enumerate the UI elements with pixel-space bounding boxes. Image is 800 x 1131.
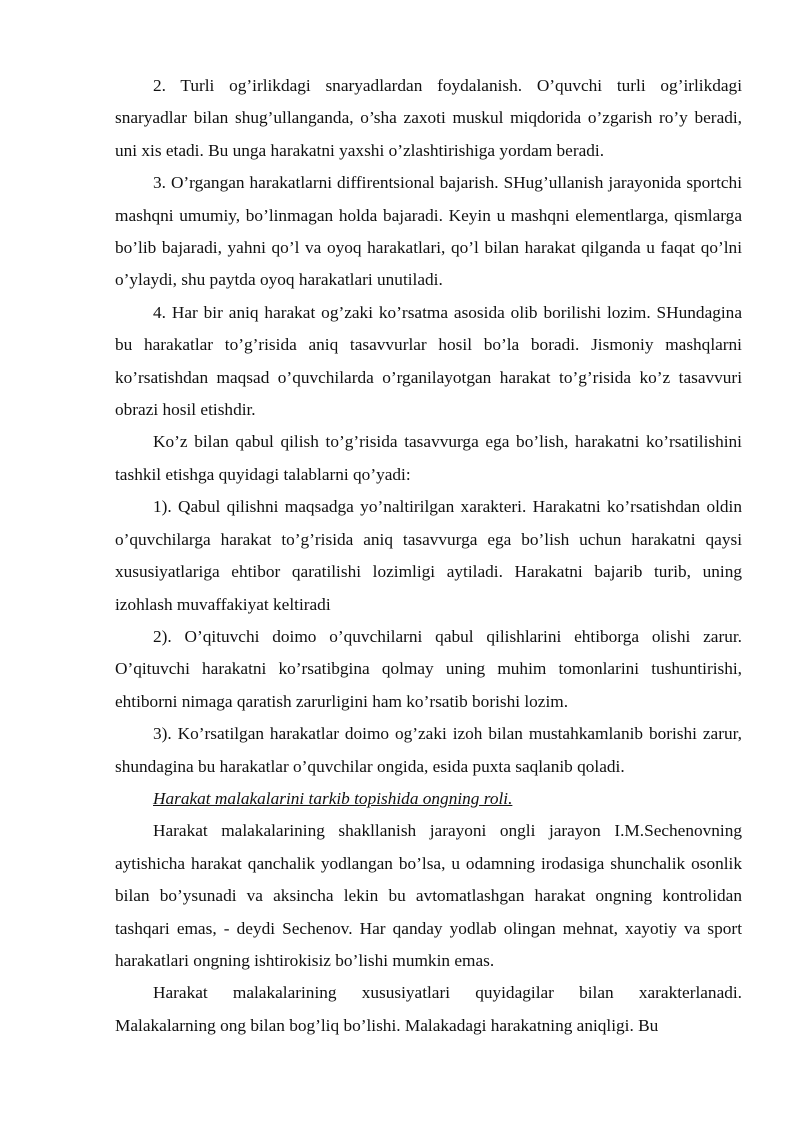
paragraph-visual-perception: Ko’z bilan qabul qilish to’g’risida tasavvurga ega bo’lish, harakatni ko’rsatilishini tashkil etishga quyidagi talablarni qo’yadi:	[115, 432, 742, 484]
paragraph-skill-features: Harakat malakalarining xususiyatlari quyidagilar bilan xarakterlanadi. Malakalarning ong bilan bog’liq bo’lishi. Malakadagi harakatning aniqligi. Bu	[115, 983, 742, 1035]
document-page	[115, 70, 742, 1042]
paragraph-item-4: 4. Har bir aniq harakat og’zaki ko’rsatma asosida olib borilishi lozim. SHundagina bu harakatlar to’g’risida aniq tasavvurlar hosil bo’la boradi. Jismoniy mashqlarni ko’rsatishdan maqsad o’quvchilarda o’rganilayotgan harakat to’g’risida ko’z tasavvuri obrazi hosil etishdir.	[115, 302, 742, 420]
paragraph-requirement-2: 2). O’qituvchi doimo o’quvchilarni qabul qilishlarini ehtiborga olishi zarur. O’qituvchi harakatni ko’rsatibgina qolmay uning muhim tomonlarini tushuntirishi, ehtiborni nimaga qaratish zarurligini ham ko’rsatib borishi lozim.	[115, 626, 742, 711]
paragraph-item-2: 2. Turli og’irlikdagi snaryadlardan foydalanish. O’quvchi turli og’irlikdagi snaryadlar bilan shug’ullanganda, o’sha zaxoti muskul miqdorida o’zgarish ro’y beradi, uni xis etadi. Bu unga harakatni yaxshi o’zlashtirishiga yordam beradi.	[115, 76, 742, 160]
paragraph-requirement-3: 3). Ko’rsatilgan harakatlar doimo og’zaki izoh bilan mustahkamlanib borishi zarur, shundagina bu harakatlar o’quvchilar ongida, esida puxta saqlanib qoladi.	[115, 724, 742, 776]
paragraph-item-3: 3. O’rgangan harakatlarni diffirentsional bajarish. SHug’ullanish jarayonida sportchi mashqni umumiy, bo’linmagan holda bajaradi. Keyin u mashqni elementlarga, qismlarga bo’lib bajaradi, yahni qo’l va oyoq harakatlari, qo’l bilan harakat qilganda u faqat qo’lni o’ylaydi, shu paytda oyoq harakatlari unutiladi.	[115, 173, 742, 290]
paragraph-sechenov: Harakat malakalarining shakllanish jarayoni ongli jarayon I.M.Sechenovning aytishicha harakat qanchalik yodlangan bo’lsa, u odamning irodasiga shunchalik osonlik bilan bo’ysunadi va aksincha lekin bu avtomatlashgan harakat ongning kontrolidan tashqari emas, - deydi Sechenov. Har qanday yodlab olingan mehnat, xayotiy va sport harakatlari ongning ishtirokisiz bo’lishi mumkin emas.	[115, 821, 742, 970]
paragraph-requirement-1: 1). Qabul qilishni maqsadga yo’naltirilgan xarakteri. Harakatni ko’rsatishdan oldin o’quvchilarga harakat to’g’risida aniq tasavvurga ega bo’lish uchun harakatni qaysi xususiyatlariga ehtibor qaratilishi lozimligi aytiladi. Harakatni bajarib turib, uning izohlash muvaffakiyat keltiradi	[115, 497, 742, 614]
section-heading: Harakat malakalarini tarkib topishida ongning roli.	[153, 788, 513, 808]
